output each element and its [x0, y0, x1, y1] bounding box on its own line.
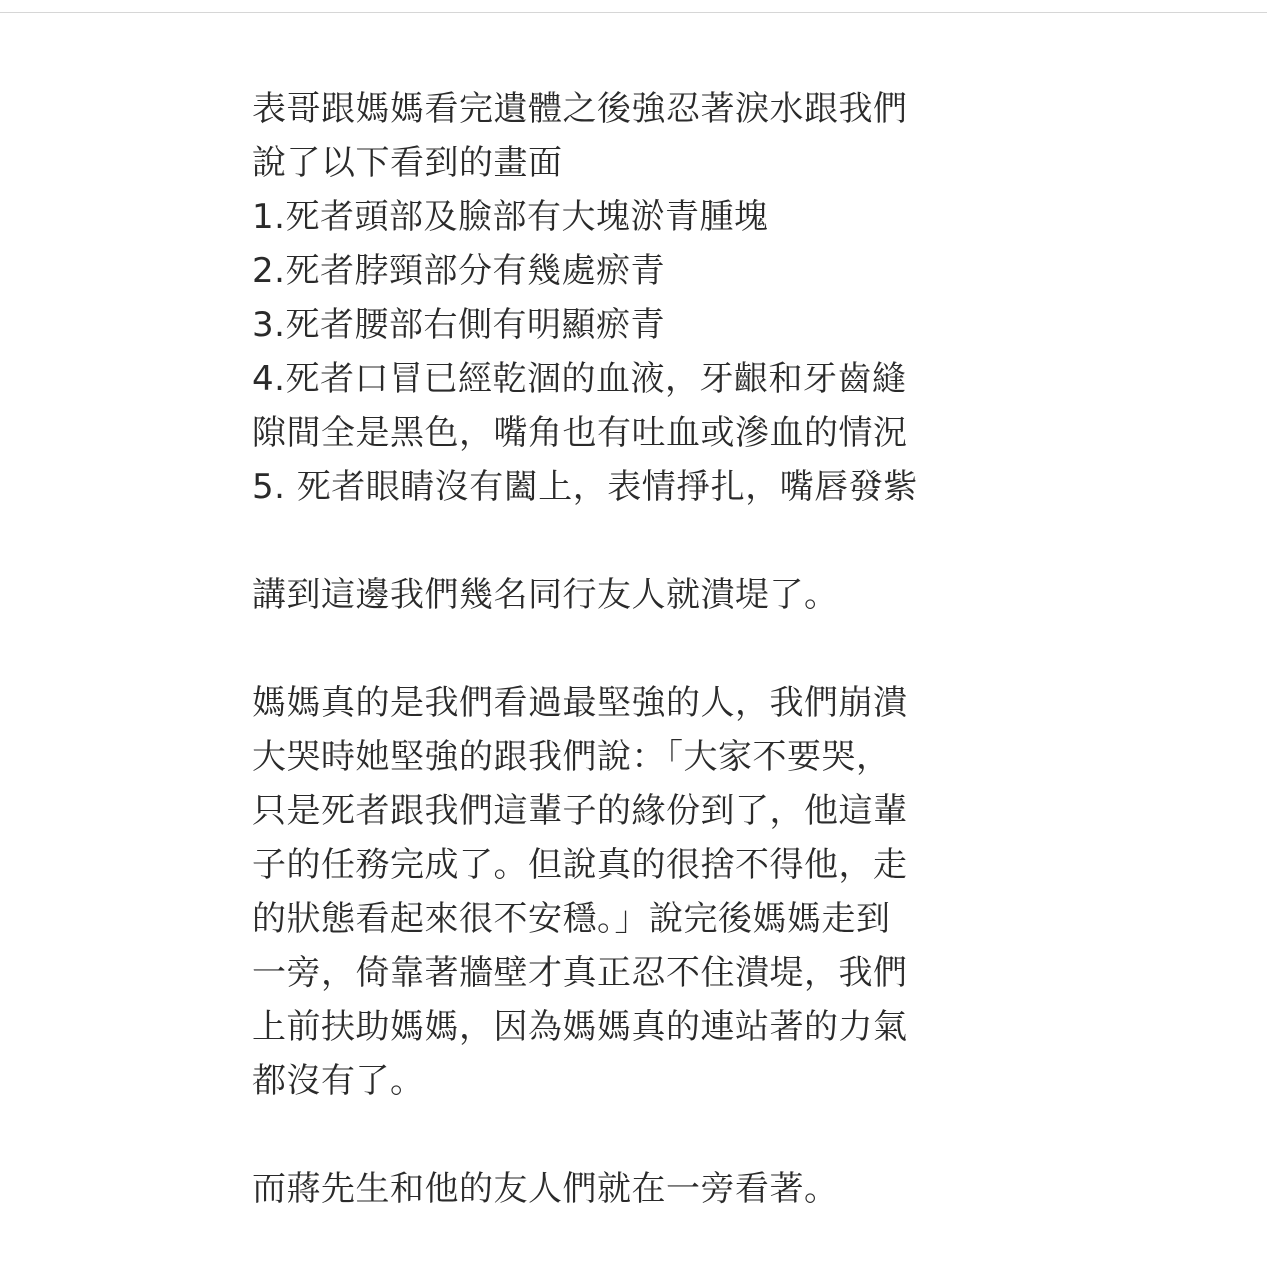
text-line: 大哭時她堅強的跟我們說：「大家不要哭， [252, 737, 891, 777]
paragraph-1 [252, 82, 1012, 514]
list-item: 3.死者腰部右側有明顯瘀青 [252, 305, 665, 345]
text-line: 表哥跟媽媽看完遺體之後強忍著淚水跟我們 [252, 89, 908, 129]
list-item: 5. 死者眼睛沒有闔上，表情掙扎，嘴唇發紫 [252, 467, 918, 507]
paragraph-2 [252, 568, 1012, 622]
text-line: 都沒有了。 [252, 1061, 425, 1101]
text-line: 只是死者跟我們這輩子的緣份到了，他這輩 [252, 791, 908, 831]
list-item-continued: 隙間全是黑色，嘴角也有吐血或滲血的情況 [252, 413, 908, 453]
list-item: 2.死者脖頸部分有幾處瘀青 [252, 251, 665, 291]
text-line: 講到這邊我們幾名同行友人就潰堤了。 [252, 575, 839, 615]
text-line: 一旁，倚靠著牆壁才真正忍不住潰堤，我們 [252, 953, 908, 993]
text-line: 上前扶助媽媽，因為媽媽真的連站著的力氣 [252, 1007, 908, 1047]
text-line: 說了以下看到的畫面 [252, 143, 563, 183]
text-line: 的狀態看起來很不安穩。」說完後媽媽走到 [252, 899, 891, 939]
list-item: 4.死者口冒已經乾涸的血液，牙齦和牙齒縫 [252, 359, 907, 399]
text-line: 媽媽真的是我們看過最堅強的人，我們崩潰 [252, 683, 908, 723]
paragraph-gap [252, 514, 1012, 568]
text-line: 子的任務完成了。但說真的很捨不得他，走 [252, 845, 908, 885]
paragraph-gap [252, 622, 1012, 676]
list-item: 1.死者頭部及臉部有大塊淤青腫塊 [252, 197, 769, 237]
paragraph-gap [252, 1108, 1012, 1162]
paragraph-3 [252, 676, 1012, 1108]
post-text-body [252, 82, 1012, 1216]
top-divider [0, 12, 1267, 13]
text-line: 而蔣先生和他的友人們就在一旁看著。 [252, 1169, 839, 1209]
paragraph-4 [252, 1162, 1012, 1216]
